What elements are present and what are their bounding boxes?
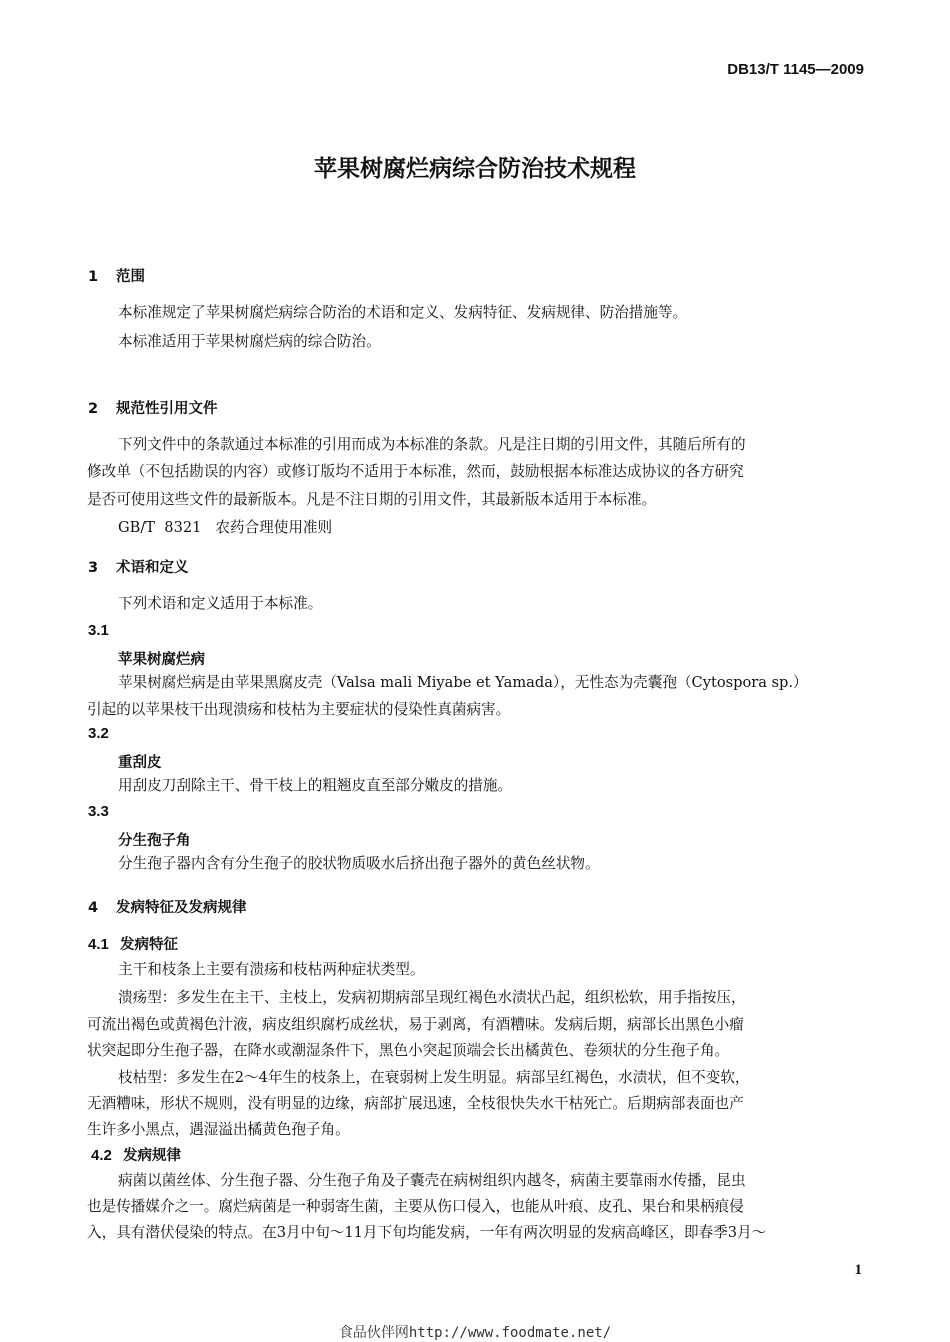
subsection-4-2-heading [91, 1144, 181, 1165]
section-number: 3 [88, 560, 99, 576]
paragraph-line: 生许多小黑点，遇湿溢出橘黄色孢子角。 [87, 1121, 350, 1138]
section-number: 2 [88, 401, 99, 417]
term-number: 3.1 [88, 622, 109, 639]
subsection-title: 发病特征 [120, 937, 178, 953]
normative-reference: GB/T 8321 农药合理使用准则 [118, 519, 333, 536]
section-2-heading [88, 397, 218, 418]
footer-watermark: 食品伙伴网http://www.foodmate.net/ [338, 1325, 612, 1341]
term-number: 3.3 [88, 803, 109, 820]
subsection-4-1-heading [88, 933, 178, 954]
paragraph-line: 引起的以苹果枝干出现溃疡和枝枯为主要症状的侵染性真菌病害。 [87, 701, 511, 718]
paragraph-line: 苹果树腐烂病是由苹果黑腐皮壳（Valsa mali Miyabe et Yamada），无性态为壳囊孢（Cytospora sp.） [118, 674, 808, 691]
paragraph-line: 状突起即分生孢子器，在降水或潮湿条件下，黑色小突起顶端会长出橘黄色、卷须状的分生孢子角。 [87, 1042, 730, 1059]
term-name: 分生孢子角 [118, 833, 191, 849]
document-title: 苹果树腐烂病综合防治技术规程 [314, 156, 636, 182]
subsection-title: 发病规律 [123, 1148, 181, 1164]
paragraph-line: 病菌以菌丝体、分生孢子器、分生孢子角及子囊壳在病树组织内越冬，病菌主要靠雨水传播，昆虫 [118, 1172, 746, 1189]
paragraph-line: 下列文件中的条款通过本标准的引用而成为本标准的条款。凡是注日期的引用文件，其随后所有的 [118, 436, 746, 453]
section-1-heading [88, 265, 145, 286]
paragraph-line: 也是传播媒介之一。腐烂病菌是一种弱寄生菌，主要从伤口侵入，也能从叶痕、皮孔、果台和果柄痕侵 [87, 1198, 744, 1215]
subsection-number: 4.1 [88, 936, 109, 953]
standard-code: DB13/T 1145—2009 [727, 61, 864, 78]
paragraph-line: 用刮皮刀刮除主干、骨干枝上的粗翘皮直至部分嫩皮的措施。 [118, 777, 513, 794]
paragraph-line: 本标准适用于苹果树腐烂病的综合防治。 [118, 333, 381, 350]
paragraph-line: 枝枯型：多发生在2～4年生的枝条上，在衰弱树上发生明显。病部呈红褐色，水渍状，但不变软， [118, 1069, 750, 1086]
paragraph-line: 是否可使用这些文件的最新版本。凡是不注日期的引用文件，其最新版本适用于本标准。 [87, 491, 657, 508]
paragraph-line: 本标准规定了苹果树腐烂病综合防治的术语和定义、发病特征、发病规律、防治措施等。 [118, 304, 688, 321]
paragraph-line: 主干和枝条上主要有溃疡和枝枯两种症状类型。 [118, 961, 425, 978]
section-4-heading [88, 896, 247, 917]
section-title: 范围 [116, 269, 145, 285]
term-name: 苹果树腐烂病 [118, 652, 205, 668]
section-title: 规范性引用文件 [116, 401, 218, 417]
paragraph-line: 无酒糟味，形状不规则，没有明显的边缘，病部扩展迅速，全枝很快失水干枯死亡。后期病部表面也产 [87, 1095, 744, 1112]
paragraph-line: 可流出褐色或黄褐色汁液，病皮组织腐朽成丝状，易于剥离，有酒糟味。发病后期，病部长出黑色小瘤 [87, 1016, 744, 1033]
paragraph-line: 修改单（不包括勘误的内容）或修订版均不适用于本标准，然而，鼓励根据本标准达成协议的各方研究 [87, 463, 744, 480]
section-title: 发病特征及发病规律 [116, 900, 247, 916]
paragraph-line: 下列术语和定义适用于本标准。 [118, 595, 323, 612]
subsection-number: 4.2 [91, 1147, 112, 1164]
term-number: 3.2 [88, 725, 109, 742]
paragraph-line: 溃疡型：多发生在主干、主枝上，发病初期病部呈现红褐色水渍状凸起，组织松软，用手指按压， [118, 989, 746, 1006]
paragraph-line: 入，具有潜伏侵染的特点。在3月中旬～11月下旬均能发病，一年有两次明显的发病高峰区，即春季3月～ [87, 1224, 767, 1241]
page-number: 1 [854, 1262, 862, 1278]
section-number: 1 [88, 269, 99, 285]
section-3-heading [88, 556, 189, 577]
section-number: 4 [88, 900, 99, 916]
paragraph-line: 分生孢子器内含有分生孢子的胶状物质吸水后挤出孢子器外的黄色丝状物。 [118, 855, 600, 872]
section-title: 术语和定义 [116, 560, 189, 576]
term-name: 重刮皮 [118, 755, 162, 771]
